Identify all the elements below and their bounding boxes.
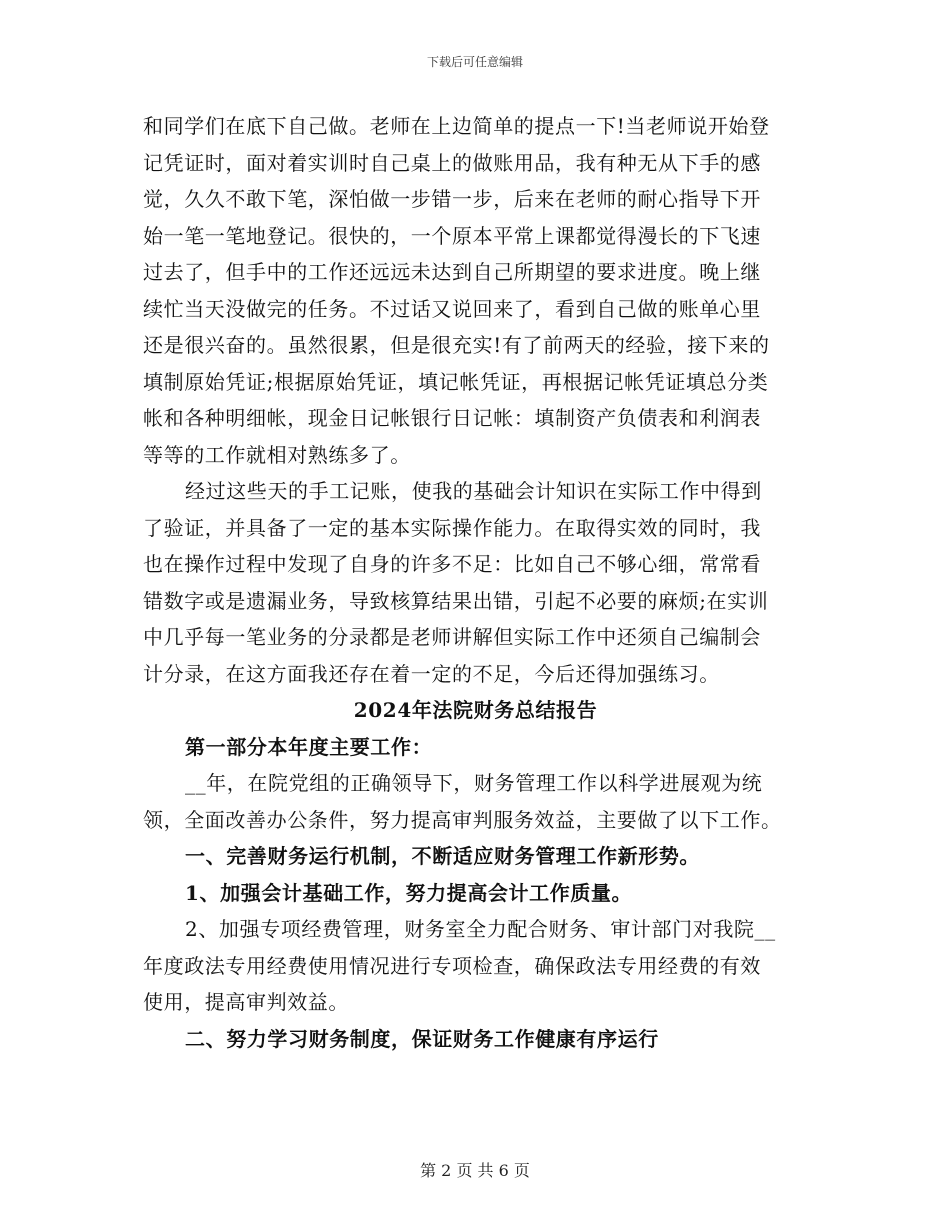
body-line: 使用，提高审判效益。 <box>143 990 349 1014</box>
paragraph-start-line: 经过这些天的手工记账，使我的基础会计知识在实际工作中得到 <box>185 479 762 503</box>
body-line: 错数字或是遗漏业务，导致核算结果出错，引起不必要的麻烦;在实训 <box>143 588 769 613</box>
report-title: 2024年法院财务总结报告 <box>353 698 598 722</box>
paragraph-start-line: __年，在院党组的正确领导下，财务管理工作以科学进展观为统 <box>185 771 763 795</box>
document-body <box>143 108 808 1057</box>
body-line: 计分录，在这方面我还存在着一定的不足，今后还得加强练习。 <box>143 661 720 686</box>
body-line: 续忙当天没做完的任务。不过话又说回来了，看到自己做的账单心里 <box>143 296 761 321</box>
body-line: 填制原始凭证;根据原始凭证，填记帐凭证，再根据记帐凭证填总分类 <box>143 369 769 394</box>
body-line: 还是很兴奋的。虽然很累，但是很充实!有了前两天的经验，接下来的 <box>143 333 770 357</box>
body-line: 记凭证时，面对着实训时自己桌上的做账用品，我有种无从下手的感 <box>143 150 761 175</box>
body-line: 帐和各种明细帐，现金日记帐银行日记帐：填制资产负债表和利润表 <box>143 406 761 430</box>
body-line: 过去了，但手中的工作还远远未达到自己所期望的要求进度。晚上继 <box>143 260 761 284</box>
subsection-heading: 一、完善财务运行机制，不断适应财务管理工作新形势。 <box>185 844 700 868</box>
body-line: 也在操作过程中发现了自身的许多不足：比如自己不够心细，常常看 <box>143 552 761 576</box>
item-heading: 1、加强会计基础工作，努力提高会计工作质量。 <box>185 880 633 905</box>
subsection-heading: 二、努力学习财务制度，保证财务工作健康有序运行 <box>185 1026 659 1051</box>
body-line: 等等的工作就相对熟练多了。 <box>143 442 411 467</box>
body-line: 和同学们在底下自己做。老师在上边简单的提点一下!当老师说开始登 <box>143 114 770 138</box>
section-heading: 第一部分本年度主要工作： <box>185 734 433 759</box>
page-number: 第 2 页 共 6 页 <box>420 1161 530 1180</box>
body-line: 领，全面改善办公条件，努力提高审判服务效益，主要做了以下工作。 <box>143 807 782 832</box>
paragraph-start-line: 2、加强专项经费管理，财务室全力配合财务、审计部门对我院__ <box>185 917 776 941</box>
body-line: 始一笔一笔地登记。很快的，一个原本平常上课都觉得漫长的下飞速 <box>143 223 761 248</box>
body-line: 年度政法专用经费使用情况进行专项检查，确保政法专用经费的有效 <box>143 953 761 978</box>
body-line: 觉，久久不敢下笔，深怕做一步错一步，后来在老师的耐心指导下开 <box>143 187 761 211</box>
body-line: 中几乎每一笔业务的分录都是老师讲解但实际工作中还须自己编制会 <box>143 625 761 649</box>
page-header: 下载后可任意编辑 <box>426 55 523 69</box>
body-line: 了验证，并具备了一定的基本实际操作能力。在取得实效的同时，我 <box>143 515 761 540</box>
